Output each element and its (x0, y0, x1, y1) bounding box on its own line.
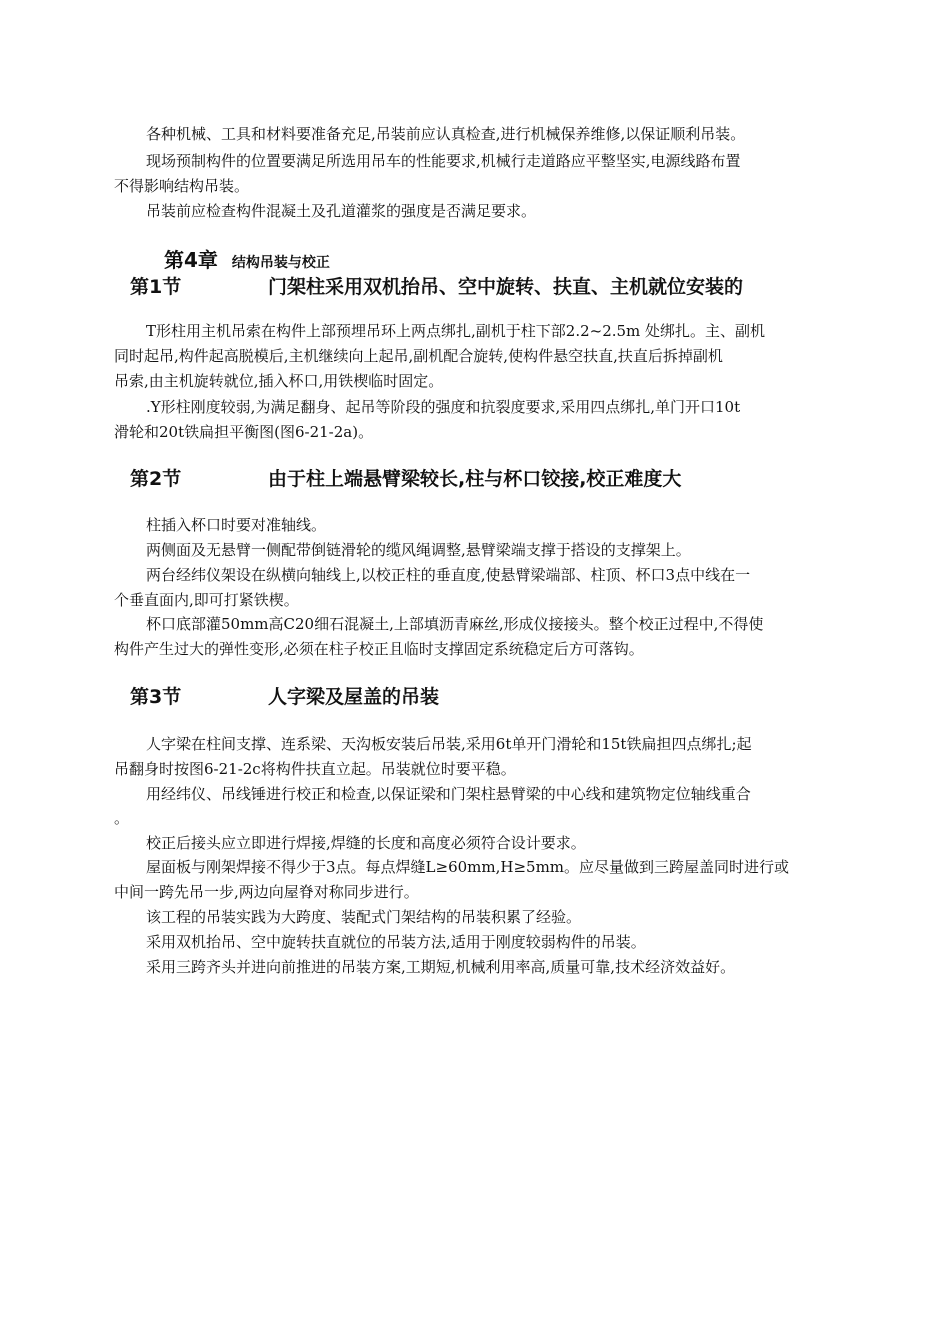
section-1-paragraph-2-line-1: .Y形柱刚度较弱,为满足翻身、起吊等阶段的强度和抗裂度要求,采用四点绑扎,单门开口10t (146, 398, 741, 416)
section-1-paragraph-1-line-2: 同时起吊,构件起高脱模后,主机继续向上起吊,副机配合旋转,使构件悬空扶直,扶直后拆掉副机 (114, 347, 723, 365)
chapter-number: 第4章 (164, 248, 218, 272)
section-2-paragraph-2: 两侧面及无悬臂一侧配带倒链滑轮的缆风绳调整,悬臂梁端支撑于搭设的支撑架上。 (146, 541, 691, 559)
section-2-paragraph-1: 柱插入杯口时要对准轴线。 (146, 516, 327, 534)
section-3-paragraph-6: 采用双机抬吊、空中旋转扶直就位的吊装方法,适用于刚度较弱构件的吊装。 (146, 933, 646, 951)
section-3-heading (130, 682, 439, 709)
intro-paragraph-2-line-2: 不得影响结构吊装。 (114, 177, 250, 195)
section-2-paragraph-4-line-2: 构件产生过大的弹性变形,必须在柱子校正且临时支撑固定系统稳定后方可落钩。 (114, 640, 644, 658)
section-2-title: 由于柱上端悬臂梁较长,柱与杯口铰接,校正难度大 (268, 468, 682, 490)
section-2-paragraph-3-line-1: 两台经纬仪架设在纵横向轴线上,以校正柱的垂直度,使悬臂梁端部、柱顶、杯口3点中线在一 (146, 566, 751, 584)
intro-paragraph-2-line-1: 现场预制构件的位置要满足所选用吊车的性能要求,机械行走道路应平整坚实,电源线路布置 (146, 152, 741, 170)
section-3-paragraph-1-line-2: 吊翻身时按图6-21-2c将构件扶直立起。吊装就位时要平稳。 (114, 760, 516, 778)
section-3-paragraph-2-line-2: 。 (114, 809, 130, 827)
section-3-paragraph-2-line-1: 用经纬仪、吊线锤进行校正和检查,以保证梁和门架柱悬臂梁的中心线和建筑物定位轴线重合 (146, 785, 751, 803)
section-3-paragraph-4-line-1: 屋面板与刚架焊接不得少于3点。每点焊缝L≥60mm,H≥5mm。应尽量做到三跨屋盖同时进行或 (146, 858, 790, 876)
section-3-paragraph-1-line-1: 人字梁在柱间支撑、连系梁、天沟板安装后吊装,采用6t单开门滑轮和15t铁扁担四点绑扎;起 (146, 735, 752, 753)
section-1-paragraph-1-line-1: T形柱用主机吊索在构件上部预埋吊环上两点绑扎,副机于柱下部2.2~2.5m 处绑扎。主、副机 (146, 322, 766, 340)
section-3-number: 第3节 (130, 686, 182, 708)
section-2-number: 第2节 (130, 468, 182, 490)
chapter-heading (164, 244, 330, 273)
section-3-paragraph-7: 采用三跨齐头并进向前推进的吊装方案,工期短,机械利用率高,质量可靠,技术经济效益好。 (146, 958, 736, 976)
intro-paragraph-3: 吊装前应检查构件混凝土及孔道灌浆的强度是否满足要求。 (146, 202, 537, 220)
section-1-paragraph-1-line-3: 吊索,由主机旋转就位,插入杯口,用铁楔临时固定。 (114, 372, 444, 390)
intro-paragraph-1: 各种机械、工具和材料要准备充足,吊装前应认真检查,进行机械保养维修,以保证顺利吊装。 (146, 125, 746, 143)
section-1-paragraph-2-line-2: 滑轮和20t铁扁担平衡图(图6-21-2a)。 (114, 423, 374, 441)
section-1-number: 第1节 (130, 276, 182, 298)
section-3-paragraph-4-line-2: 中间一跨先吊一步,两边向屋脊对称同步进行。 (114, 883, 419, 901)
section-3-paragraph-3: 校正后接头应立即进行焊接,焊缝的长度和高度必须符合设计要求。 (146, 834, 586, 852)
section-3-paragraph-5: 该工程的吊装实践为大跨度、装配式门架结构的吊装积累了经验。 (146, 908, 582, 926)
chapter-title: 结构吊装与校正 (231, 255, 330, 271)
section-2-paragraph-4-line-1: 杯口底部灌50mm高C20细石混凝土,上部填沥青麻丝,形成仪接接头。整个校正过程中,不得使 (146, 615, 764, 633)
section-1-heading (130, 272, 743, 299)
section-2-heading (130, 464, 681, 491)
section-1-title: 门架柱采用双机抬吊、空中旋转、扶直、主机就位安装的 (268, 276, 744, 298)
section-2-paragraph-3-line-2: 个垂直面内,即可打紧铁楔。 (114, 591, 299, 609)
section-3-title: 人字梁及屋盖的吊装 (268, 686, 440, 708)
